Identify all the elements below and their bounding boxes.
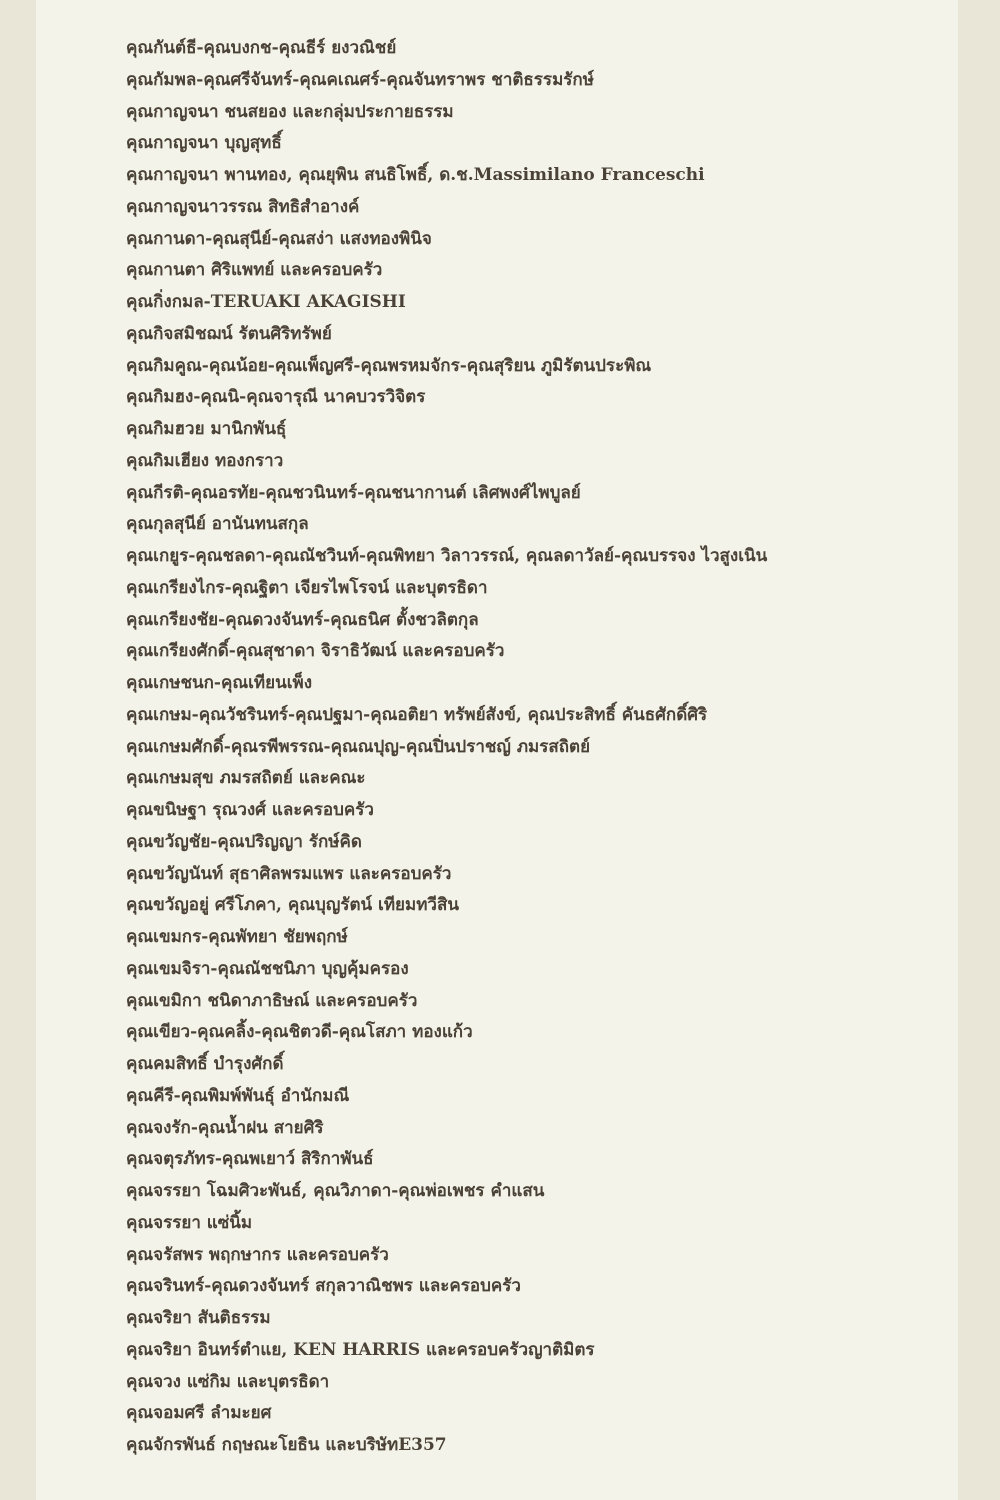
- donor-name-line: คุณจตุรภัทร-คุณพเยาว์ สิริกาพันธ์: [126, 1149, 374, 1170]
- donor-name-line: คุณกาญจนาวรรณ สิทธิสำอางค์: [126, 196, 360, 217]
- donor-name-line: คุณขวัญชัย-คุณปริญญา รักษ์คิด: [126, 831, 362, 852]
- donor-name-line: คุณกันต์ธี-คุณบงกช-คุณธีร์ ยงวณิชย์: [126, 38, 397, 58]
- donor-name-line: คุณจรินทร์-คุณดวงจันทร์ สกุลวาณิชพร และครอบครัว: [126, 1276, 521, 1297]
- donor-name-line: คุณเขียว-คุณคลิ้ง-คุณชิตวดี-คุณโสภา ทองแก้ว: [126, 1022, 473, 1043]
- donor-name-line: คุณจรรยา แซ่นิ้ม: [126, 1212, 253, 1233]
- donor-name-line: คุณกิมคูณ-คุณน้อย-คุณเพ็ญศรี-คุณพรหมจักร-คุณสุริยน ภูมิรัตนประพิณ: [126, 355, 652, 376]
- donor-name-line: คุณขวัญนันท์ สุธาศิลพรมแพร และครอบครัว: [126, 863, 452, 884]
- donor-name-line: คุณเกยูร-คุณชลดา-คุณณัชวินท์-คุณพิทยา วิลาวรรณ์, คุณลดาวัลย์-คุณบรรจง ไวสูงเนิน: [126, 546, 768, 566]
- donor-name-line: คุณกิมฮง-คุณนิ-คุณจารุณี นาคบวรวิจิตร: [126, 387, 426, 408]
- donor-name-line: คุณกานตา ศิริแพทย์ และครอบครัว: [126, 260, 383, 281]
- donor-name-line: คุณเกษม-คุณวัชรินทร์-คุณปฐมา-คุณอติยา ทรัพย์สังข์, คุณประสิทธิ์ คันธศักดิ์ศิริ: [126, 704, 708, 725]
- donor-name-line: คุณจักรพันธ์ กฤษณะโยธิน และบริษัทE357: [126, 1435, 447, 1455]
- donor-name-line: คุณกิ่งกมล-TERUAKI AKAGISHI: [126, 292, 406, 312]
- donor-name-list: [126, 33, 767, 1462]
- donor-name-line: คุณคมสิทธิ์ บำรุงศักดิ์: [126, 1054, 284, 1074]
- donor-name-line: คุณเกษชนก-คุณเทียนเพ็ง: [126, 673, 313, 693]
- donor-name-line: คุณจรัสพร พฤกษากร และครอบครัว: [126, 1244, 389, 1265]
- donor-name-line: คุณขวัญอยู่ ศรีโภคา, คุณบุญรัตน์ เทียมทวีสิน: [126, 895, 459, 916]
- donor-name-line: คุณคีรี-คุณพิมพ์พันธุ์ อำนักมณี: [126, 1085, 350, 1106]
- donor-name-line: คุณกาญจนา พานทอง, คุณยุพิน สนธิโพธิ์, ด.ช.Massimilano Franceschi: [126, 165, 705, 185]
- donor-name-line: คุณกิจสมิชฌน์ รัตนศิริทรัพย์: [126, 323, 332, 344]
- donor-name-line: คุณเขมิกา ชนิดาภาธิษณ์ และครอบครัว: [126, 990, 418, 1011]
- donor-name-line: คุณจริยา สันติธรรม: [126, 1308, 271, 1328]
- donor-name-line: คุณกีรติ-คุณอรทัย-คุณชวนินทร์-คุณชนากานต์ เลิศพงศ์ไพบูลย์: [126, 482, 581, 503]
- donor-name-line: คุณเกรียงศักดิ์-คุณสุชาดา จิราธิวัฒน์ และครอบครัว: [126, 641, 505, 662]
- donor-name-line: คุณกานดา-คุณสุนีย์-คุณสง่า แสงทองพินิจ: [126, 228, 432, 249]
- donor-name-line: คุณกัมพล-คุณศรีจันทร์-คุณคเณศร์-คุณจันทราพร ชาติธรรมรักษ์: [126, 69, 594, 90]
- donor-name-line: คุณเขมกร-คุณพัทยา ชัยพฤกษ์: [126, 927, 348, 947]
- donor-name-line: คุณกิมเฮียง ทองกราว: [126, 450, 284, 471]
- donor-name-line: คุณเกษมศักดิ์-คุณรพีพรรณ-คุณณปุญ-คุณปิ่นปราชญ์ ภมรสถิตย์: [126, 736, 591, 757]
- donor-name-line: คุณขนิษฐา รุณวงศ์ และครอบครัว: [126, 800, 374, 820]
- donor-name-line: คุณจริยา อินทร์ตำแย, KEN HARRIS และครอบครัวญาติมิตร: [126, 1339, 595, 1360]
- donor-name-line: คุณเกษมสุข ภมรสถิตย์ และคณะ: [126, 768, 366, 789]
- donor-name-line: คุณกิมฮวย มานิกพันธุ์: [126, 419, 287, 439]
- donor-name-line: คุณจอมศรี ลำมะยศ: [126, 1403, 272, 1424]
- donor-name-line: คุณกาญจนา ชนสยอง และกลุ่มประกายธรรม: [126, 101, 454, 122]
- donor-name-line: คุณเกรียงชัย-คุณดวงจันทร์-คุณธนิศ ตั้งชวลิตกุล: [126, 609, 479, 630]
- donor-name-line: คุณเขมจิรา-คุณณัชชนิภา บุญคุ้มครอง: [126, 958, 409, 979]
- donor-name-line: คุณกุลสุนีย์ อานันทนสกุล: [126, 514, 309, 535]
- donor-name-line: คุณจงรัก-คุณน้ำฝน สายศิริ: [126, 1117, 324, 1138]
- donor-name-line: คุณจวง แซ่กิม และบุตรธิดา: [126, 1371, 330, 1392]
- donor-name-line: คุณกาญจนา บุญสุทธิ์: [126, 133, 282, 154]
- donor-name-line: คุณจรรยา โฉมศิวะพันธ์, คุณวิภาดา-คุณพ่อเพชร คำแสน: [126, 1181, 545, 1201]
- donor-name-line: คุณเกรียงไกร-คุณฐิตา เจียรไพโรจน์ และบุตรธิดา: [126, 577, 488, 598]
- page-sheet: [36, 0, 958, 1500]
